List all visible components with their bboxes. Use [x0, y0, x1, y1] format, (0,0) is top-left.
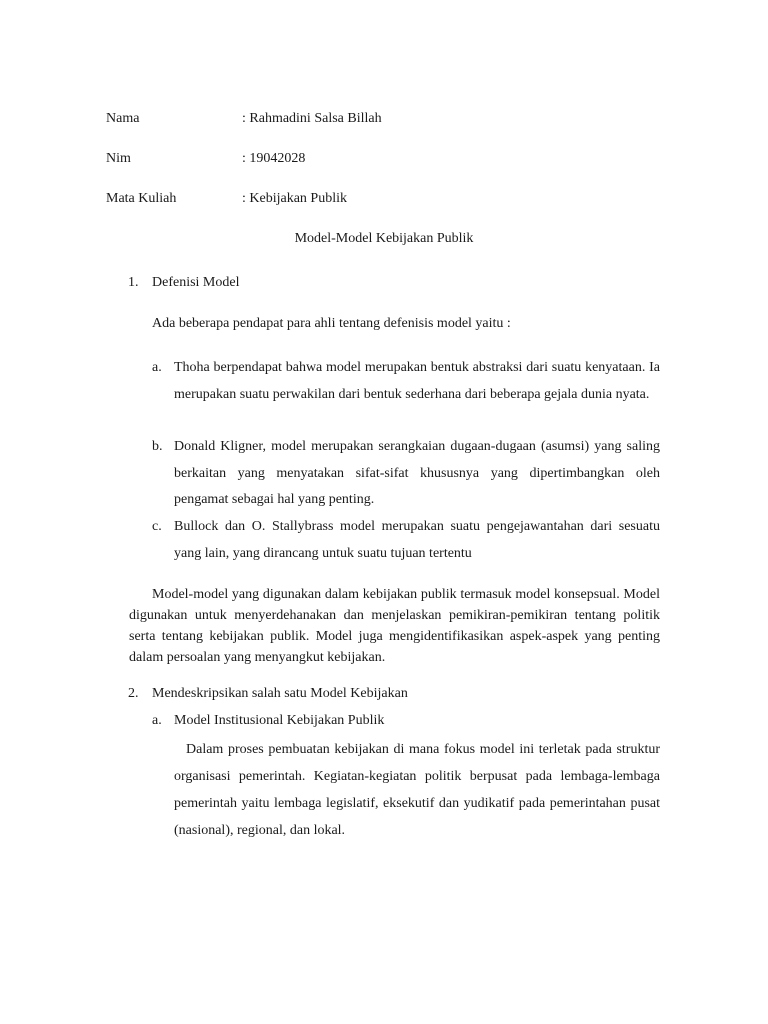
list-item	[152, 434, 660, 514]
section-number: 2.	[128, 686, 139, 701]
section-title: Mendeskripsikan salah satu Model Kebijakan	[152, 686, 408, 701]
info-row-nim	[106, 149, 666, 169]
list-letter: c.	[152, 519, 162, 534]
info-label: Mata Kuliah	[106, 191, 177, 206]
section-title: Defenisi Model	[152, 275, 240, 290]
list-text: Thoha berpendapat bahwa model merupakan bentuk abstraksi dari suatu kenyataan. Ia merupakan suatu perwakilan dari bentuk sederhana dari beberapa gejala dunia nyata.	[174, 360, 660, 402]
list-text: Bullock dan O. Stallybrass model merupakan suatu pengejawantahan dari sesuatu yang lain, yang dirancang untuk suatu tujuan tertentu	[174, 519, 660, 561]
info-value: : 19042028	[242, 151, 306, 166]
info-value: : Rahmadini Salsa Billah	[242, 111, 382, 126]
subsection-title: Model Institusional Kebijakan Publik	[174, 713, 385, 728]
info-row-nama	[106, 109, 666, 129]
list-item	[152, 355, 660, 408]
section-number: 1.	[128, 275, 139, 290]
info-label: Nama	[106, 111, 140, 126]
info-value: : Kebijakan Publik	[242, 191, 347, 206]
section-1-paragraph: Model-model yang digunakan dalam kebijakan publik termasuk model konsepsual. Model digunakan untuk menyerdehanakan dan menjelaskan pemikiran-pemikiran tentang politik serta tentang kebijakan publik. Model juga mengidentifikasikan aspek-aspek yang penting dalam persoalan yang menyangkut kebijakan.	[129, 587, 660, 665]
list-letter: b.	[152, 439, 163, 454]
document-title: Model-Model Kebijakan Publik	[294, 231, 474, 246]
list-letter: a.	[152, 360, 162, 375]
subsection-heading	[152, 711, 384, 731]
section-1-heading	[128, 273, 239, 293]
list-item	[152, 514, 660, 567]
subsection-paragraph: Dalam proses pembuatan kebijakan di mana fokus model ini terletak pada struktur organisasi pemerintah. Kegiatan-kegiatan politik berpusat pada lembaga-lembaga pemerintah yaitu lembaga legislatif, eksekutif dan yudikatif pada pemerintahan pusat (nasional), regional, dan lokal.	[174, 742, 660, 838]
info-row-mata-kuliah	[106, 189, 666, 209]
subsection-letter: a.	[152, 713, 162, 728]
list-text: Donald Kligner, model merupakan serangkaian dugaan-dugaan (asumsi) yang saling berkaitan yang menyatakan sifat-sifat khususnya yang dipertimbangkan oleh pengamat sebagai hal yang penting.	[174, 439, 660, 507]
section-2-heading	[128, 684, 408, 704]
info-label: Nim	[106, 151, 131, 166]
section-1-intro: Ada beberapa pendapat para ahli tentang defenisis model yaitu :	[152, 316, 511, 331]
